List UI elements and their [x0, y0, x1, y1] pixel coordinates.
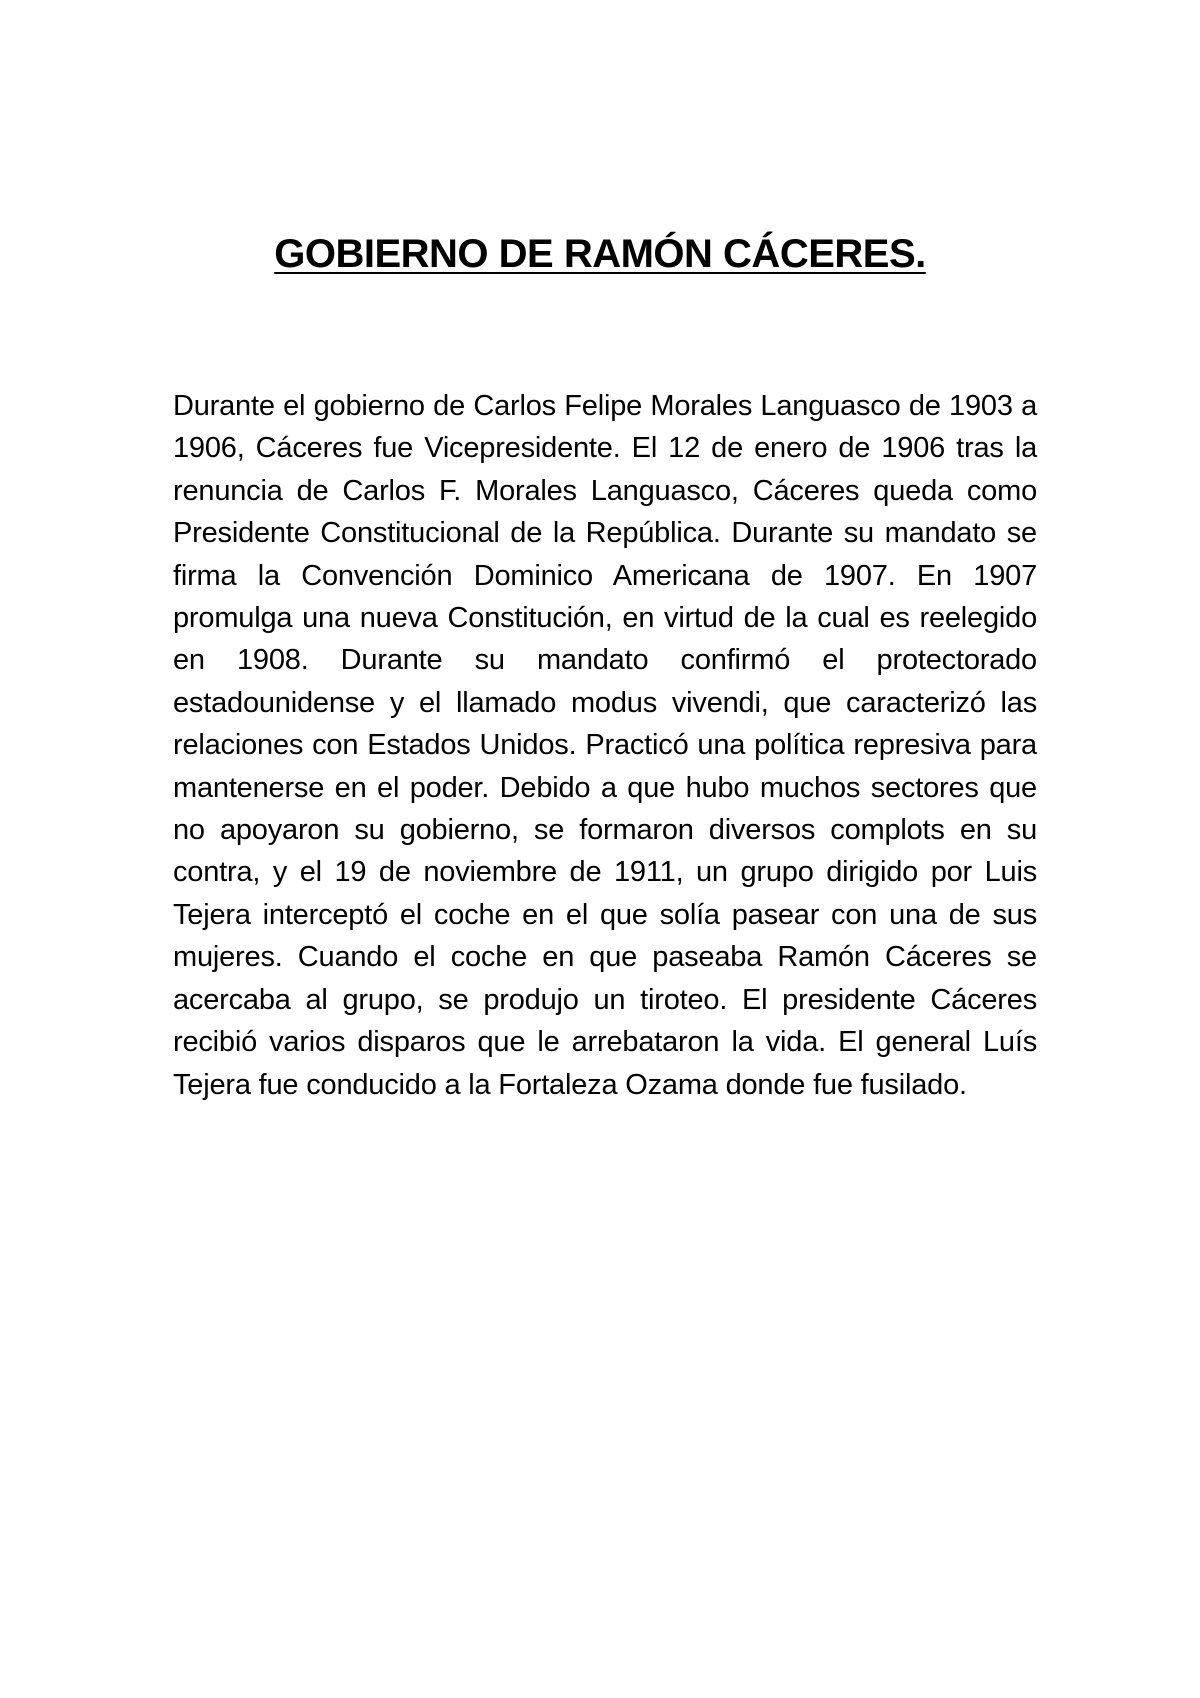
document-title: GOBIERNO DE RAMÓN CÁCERES. — [274, 232, 926, 276]
document-paragraph: Durante el gobierno de Carlos Felipe Morales Languasco de 1903 a 1906, Cáceres fue Vicepresidente. El 12 de enero de 1906 tras la renuncia de Carlos F. Morales Languasco, Cáceres queda como Presidente Constitucional de la República. Durante su mandato se firma la Convención Dominico Americana de 1907. En 1907 promulga una nueva Constitución, en virtud de la cual es reelegido en 1908. Durante su mandato confirmó el protectorado estadounidense y el llamado modus vivendi, que caracterizó las relaciones con Estados Unidos. Practicó una política represiva para mantenerse en el poder. Debido a que hubo muchos sectores que no apoyaron su gobierno, se formaron diversos complots en su contra, y el 19 de noviembre de 1911, un grupo dirigido por Luis Tejera interceptó el coche en el que solía pasear con una de sus mujeres. Cuando el coche en que paseaba Ramón Cáceres se acercaba al grupo, se produjo un tiroteo. El presidente Cáceres recibió varios disparos que le arrebataron la vida. El general Luís Tejera fue conducido a la Fortaleza Ozama donde fue fusilado. — [173, 390, 1037, 1101]
